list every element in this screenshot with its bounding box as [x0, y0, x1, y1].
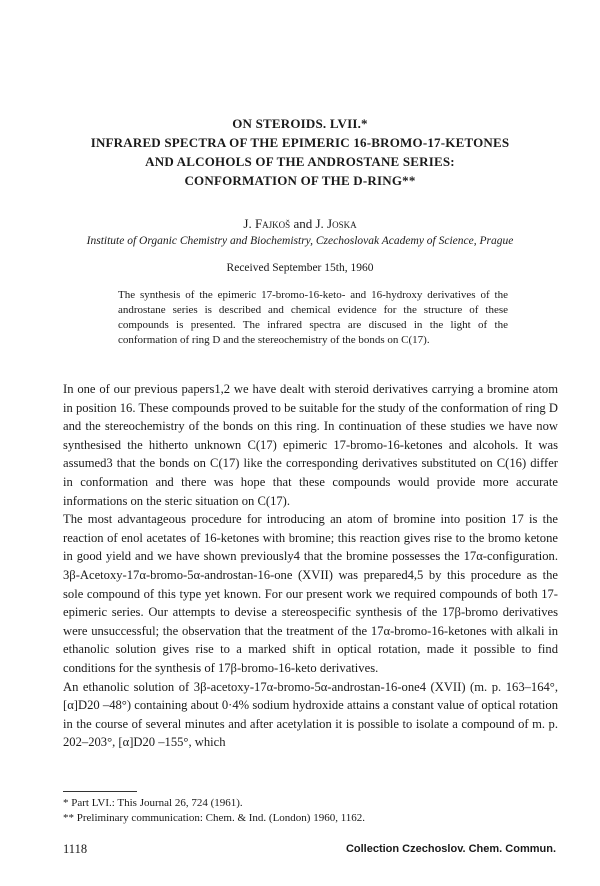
journal-name: Collection Czechoslov. Chem. Commun. [345, 843, 556, 855]
footnote-2: ** Preliminary communication: Chem. & Ind. (London) 1960, 1162. [63, 812, 366, 824]
main-text [63, 380, 558, 752]
title-line-3: AND ALCOHOLS OF THE ANDROSTANE SERIES: [145, 154, 455, 169]
paragraph-1: In one of our previous papers1,2 we have dealt with steroid derivatives carrying a bromine atom in position 16. These compounds proved to be suitable for the study of the conformation of ring D and the stereochemistry of the bonds on this ring. In continuation of these studies we have now synthesised the hitherto unknown C(17) epimeric 17-bromo-16-ketones and alcohols. It was assumed3 that the bonds on C(17) like the corresponding derivatives substituted on C(16) differ in conformation and there was hope that these compounds would provide more accurate informations on the steric situation on C(17). [63, 382, 558, 508]
author-2: J. Joska [315, 216, 357, 231]
abstract: The synthesis of the epimeric 17-bromo-16-keto- and 16-hydroxy derivatives of the androstane series is described and chemical evidence for the structure of these compounds is presented. The infrared spectra are discused in the light of the conformation of ring D and the stereochemistry of the bonds on C(17). [118, 289, 508, 346]
author-conjunction: and [290, 216, 316, 231]
title-line-1: ON STEROIDS. LVII.* [232, 116, 368, 131]
author-1: J. Fajkoš [243, 216, 291, 231]
institute: Institute of Organic Chemistry and Biochemistry, Czechoslovak Academy of Science, Prague [86, 235, 514, 247]
page-number: 1118 [63, 842, 88, 856]
paragraph-2: The most advantageous procedure for introducing an atom of bromine into position 17 is the reaction of enol acetates of 16-ketones with bromine; this reaction gives rise to the bromo ketone in good yield and we have shown previously4 that the bromine possesses the 17α-configuration. 3β-Acetoxy-17α-bromo-5α-androstan-16-one (XVII) was prepared4,5 by this procedure as the sole compound of this type yet known. For our present work we required compounds of both 17-epimeric series. Our attempts to devise a stereospecific synthesis of the 17β-bromo derivatives were unsuccessful; the observation that the treatment of the 17α-bromo-16-ketones with alkali in ethanolic solution gives rise to a marked shift in optical rotation, made it possible to find conditions for the synthesis of 17β-bromo-16-keto derivatives. [63, 512, 558, 675]
footnotes [63, 796, 558, 826]
title-line-4: CONFORMATION OF THE D-RING** [184, 173, 416, 188]
author-line [0, 216, 600, 232]
title-line-2: INFRARED SPECTRA OF THE EPIMERIC 16-BROMO-17-KETONES [90, 135, 510, 150]
footnote-1: * Part LVI.: This Journal 26, 724 (1961). [63, 797, 243, 809]
footnote-rule [63, 791, 137, 792]
received-date: Received September 15th, 1960 [226, 262, 374, 274]
paragraph-3: An ethanolic solution of 3β-acetoxy-17α-bromo-5α-androstan-16-one4 (XVII) (m. p. 163–164°, [α]D20 –48°) containing about 0·4% sodium hydroxide attains a constant value of optical rotation in the course of several minutes and after acetylation it is possible to isolate a compound of m. p. 202–203°, [α]D20 –155°, which [63, 679, 558, 750]
